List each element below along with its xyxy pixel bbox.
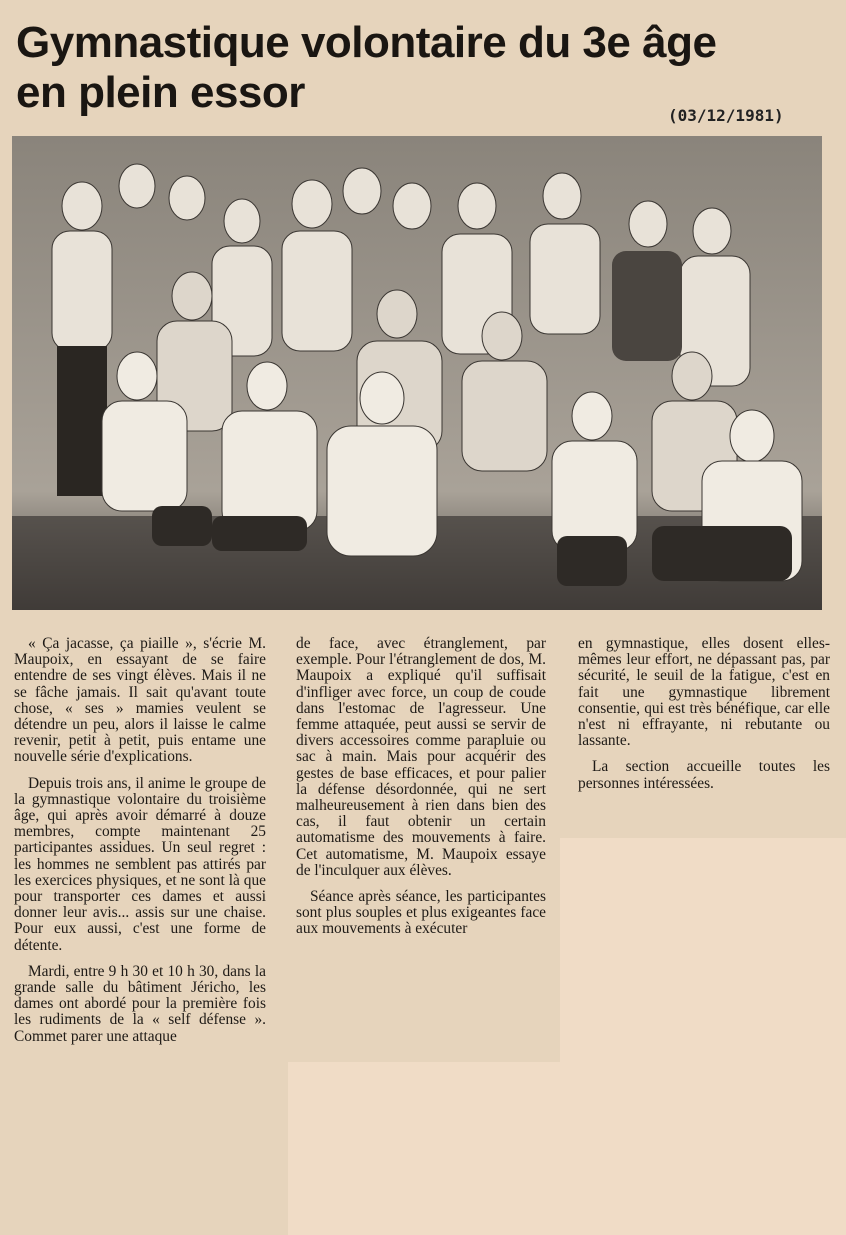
article-date: (03/12/1981) xyxy=(668,106,784,125)
article-column-2 xyxy=(296,636,546,948)
paragraph: en gymnastique, elles dosent elles-mêmes leur effort, ne dépassant pas, par sécurité, le seuil de la fatigue, c'est en fait une gymnastique librement consentie, qui est très bénéfique, car elle n'est ni effrayante, ni rebutante ou lassante. xyxy=(578,635,830,750)
headline-line-2: en plein essor xyxy=(16,68,305,117)
paragraph: Depuis trois ans, il anime le groupe de la gymnastique volontaire du troisième âge, qui après avoir démarré à douze membres, compte maintenant 25 participantes assidues. Un seul regret : les hommes ne semblent pas attirés par les exercices physiques, et ne sont là que pour transporter ces dames et aussi donner leur avis... assis sur une chaise. Pour eux aussi, c'est une forme de détente. xyxy=(14,774,266,954)
article-column-1 xyxy=(14,636,266,1055)
paragraph: La section accueille toutes les personnes intéressées. xyxy=(578,758,830,792)
article-headline xyxy=(16,18,816,118)
paragraph: Séance après séance, les participantes sont plus souples et plus exigeantes face aux mouvements à exécuter xyxy=(296,888,546,938)
paragraph: « Ça jacasse, ça piaille », s'écrie M. Maupoix, en essayant de se faire entendre de ses vingt élèves. Mais il ne se fâche jamais. Il sait qu'avant toute chose, « ses » mamies veulent se détendre un peu, alors il laisse le calme revenir, petit à petit, puis entame une nouvelle série d'explications. xyxy=(14,635,266,766)
group-photo-image xyxy=(12,136,822,610)
headline-line-1: Gymnastique volontaire du 3e âge xyxy=(16,18,717,67)
blank-area xyxy=(560,838,846,1068)
blank-area xyxy=(288,1062,846,1235)
article-column-3 xyxy=(578,636,830,802)
group-photo xyxy=(12,136,822,610)
paragraph: Mardi, entre 9 h 30 et 10 h 30, dans la grande salle du bâtiment Jéricho, les dames ont abordé pour la première fois les rudiments de la « self défense ». Commet parer une attaque xyxy=(14,962,266,1045)
paragraph: de face, avec étranglement, par exemple. Pour l'étranglement de dos, M. Maupoix a expliqué qu'il suffisait d'infliger avec force, un coup de coude dans l'estomac de l'agresseur. Une femme attaquée, peut aussi se servir de divers accessoires comme parapluie ou sac à main. Mais pour acquérir des gestes de base efficaces, et pour palier la défense désordonnée, qui ne sert malheureusement à rien dans bien des cas, il faut obtenir un certain automatisme des mouvements à faire. Cet automatisme, M. Maupoix essaye de l'inculquer aux élèves. xyxy=(296,635,546,879)
